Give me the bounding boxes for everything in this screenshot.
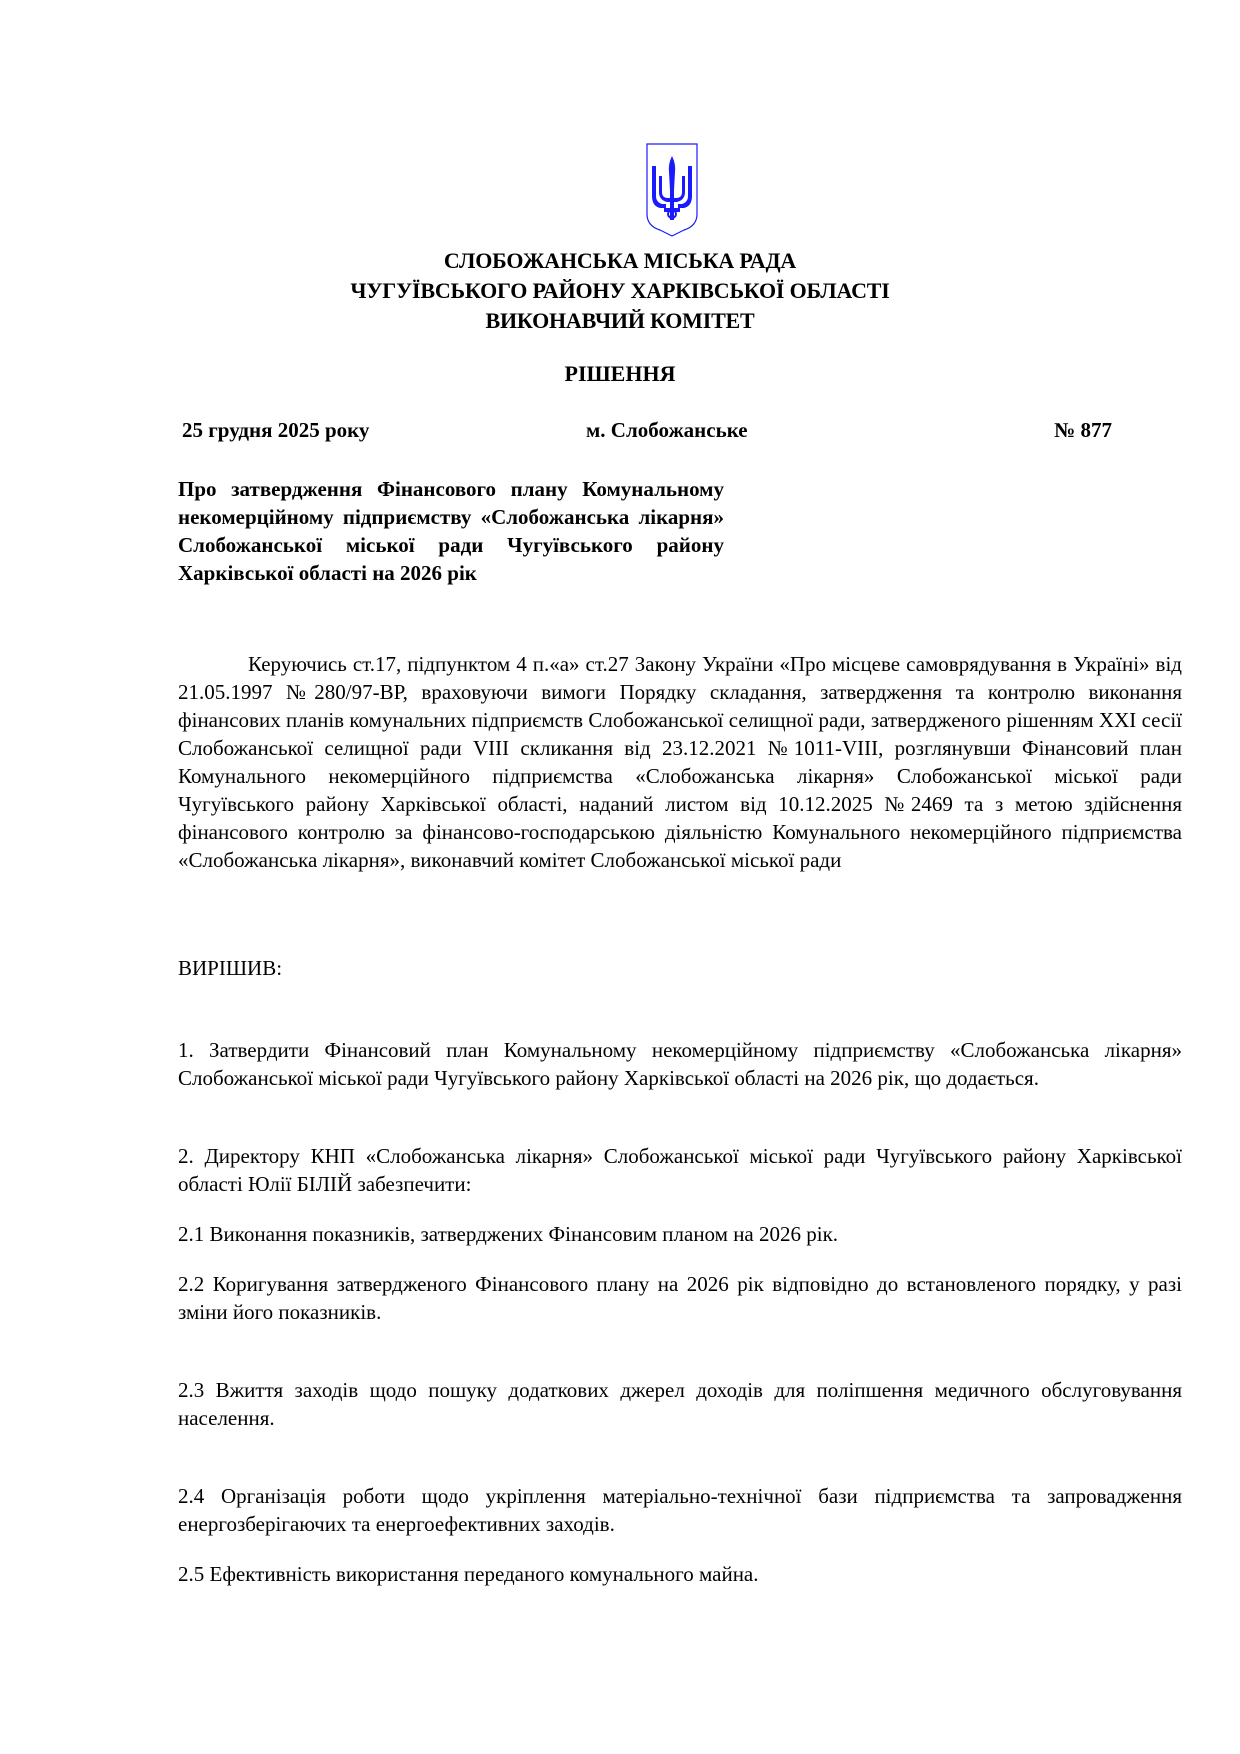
resolution-item-2-3: 2.3 Вжиття заходів щодо пошуку додаткових джерел доходів для поліпшення медичного обслуговування населення. [178,1378,1182,1430]
org-name-line1: СЛОБОЖАНСЬКА МІСЬКА РАДА [443,248,797,273]
decision-meta [182,418,1112,448]
decision-city: м. Слобожанське [586,418,748,442]
resolution-item-2-5: 2.5 Ефективність використання переданого комунального майна. [178,1562,759,1586]
organization-header [0,246,1240,336]
decision-number: № 877 [1054,418,1112,442]
resolution-item-1: 1. Затвердити Фінансовий план Комунальному некомерційному підприємству «Слобожанська лікарня» Слобожанської міської ради Чугуївського району Харківської області на 2026 рік, що додається. [178,1038,1182,1090]
coat-of-arms-icon [644,142,700,238]
resolution-item-2: 2. Директору КНП «Слобожанська лікарня» Слобожанської міської ради Чугуївського району Харківської області Юлії БІЛІЙ забезпечити: [178,1144,1182,1196]
org-name-line3: ВИКОНАВЧИЙ КОМІТЕТ [485,308,755,333]
resolved-label: ВИРІШИВ: [178,956,283,980]
resolution-item-2-1: 2.1 Виконання показників, затверджених Фінансовим планом на 2026 рік. [178,1222,839,1246]
decision-title: РІШЕННЯ [564,361,676,386]
decision-date: 25 грудня 2025 року [182,418,370,442]
preamble-paragraph: Керуючись ст.17, підпунктом 4 п.«а» ст.27 Закону України «Про місцеве самоврядування в Україні» від 21.05.1997 №280/97-ВР, враховуючи вимоги Порядку складання, затвердження та контролю виконання фінансових планів комунальних підприємств Слобожанської селищної ради, затвердженого рішенням XXI сесії Слобожанської селищної ради VIII скликання від 23.12.2021 №1011-VIII, розглянувши Фінансовий план Комунального некомерційного підприємства «Слобожанська лікарня» Слобожанської міської ради Чугуївського району Харківської області, наданий листом від 10.12.2025 №2469 та з метою здійснення фінансового контролю за фінансово-господарською діяльністю Комунального некомерційного підприємства «Слобожанська лікарня», виконавчий комітет Слобожанської міської ради [178,652,1182,872]
resolution-item-2-2: 2.2 Коригування затвердженого Фінансового плану на 2026 рік відповідно до встановленого порядку, у разі зміни його показників. [178,1272,1182,1324]
resolution-item-2-4: 2.4 Організація роботи щодо укріплення матеріально-технічної бази підприємства та запровадження енергозберігаючих та енергоефективних заходів. [178,1484,1182,1536]
decision-subject: Про затвердження Фінансового плану Комунальному некомерційному підприємству «Слобожанська лікарня» Слобожанської міської ради Чугуївського району Харківської області на 2026 рік [178,477,724,585]
org-name-line2: ЧУГУЇВСЬКОГО РАЙОНУ ХАРКІВСЬКОЇ ОБЛАСТІ [350,278,890,303]
